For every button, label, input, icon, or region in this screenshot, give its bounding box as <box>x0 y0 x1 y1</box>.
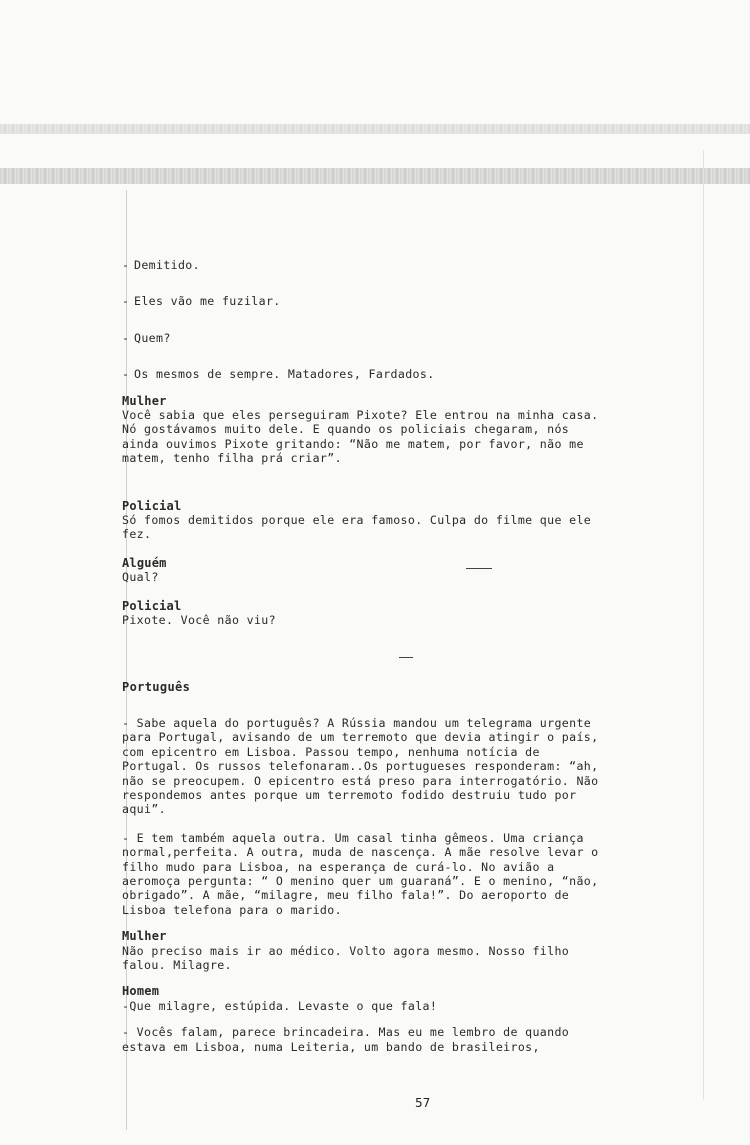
section-title: Português <box>122 679 191 694</box>
speech-block: Alguém Qual? <box>122 556 700 585</box>
speech-block: Mulher Não preciso mais ir ao médico. Volto agora mesmo. Nosso filho falou. Milagre. <box>122 929 700 972</box>
paragraph: - Sabe aquela do português? A Rússia mandou um telegrama urgente para Portugal, avisando de um terremoto que devia atingir o país, com epicentro em Lisboa. Passou tempo, nenhuma notícia de Portugal. Os russos telefonaram..Os portugueses responderam: “ah, não se preocupem. O epicentro está preso para interrogatório. Não respondemos antes porque um terremoto fodido destruiu tudo por aqui”. <box>122 715 599 817</box>
page-number: 57 <box>415 1096 431 1110</box>
dialogue-line: - Demitido. <box>122 258 200 272</box>
dialogue-line: - Os mesmos de sempre. Matadores, Fardados. <box>122 367 435 382</box>
margin-line <box>703 150 704 1100</box>
speaker-name: Homem <box>122 984 160 999</box>
speech-block: Policial Pixote. Você não viu? <box>122 599 700 628</box>
paragraph: - E tem também aquela outra. Um casal tinha gêmeos. Uma criança normal,perfeita. A outra, muda de nascença. A mãe resolve levar o filho mudo para Lisboa, na esperança de curá-lo. No avião a aeromoça pergunta: “ O menino quer um guaraná”. E o menino, “não, obrigado”. A mãe, “milagre, meu filho fala!”. Do aeroporto de Lisboa telefona para o marido. <box>122 830 599 917</box>
speaker-name: Mulher <box>122 929 167 944</box>
speaker-name: Policial <box>122 598 182 613</box>
document-body <box>122 258 700 1070</box>
speech-block: Homem -Que milagre, estúpida. Levaste o que fala! <box>122 984 700 1013</box>
dialogue-line: - Quem? <box>122 330 171 345</box>
dialogue-line: - Eles vão me fuzilar. <box>122 294 281 309</box>
scan-noise-band <box>0 168 750 184</box>
speaker-name: Policial <box>122 498 182 513</box>
speech-block: Policial Só fomos demitidos porque ele era famoso. Culpa do filme que ele fez. <box>122 499 700 542</box>
paragraph: - Vocês falam, parece brincadeira. Mas eu me lembro de quando estava em Lisboa, numa Leiteria, um bando de brasileiros, <box>122 1025 570 1054</box>
speech-block: Mulher Você sabia que eles perseguiram Pixote? Ele entrou na minha casa. Nó gostávamos muito dele. E quando os policiais chegaram, nós ainda ouvimos Pixote gritando: “Não me matem, por favor, não me matem, tenho filha prá criar”. <box>122 394 700 466</box>
scan-noise-band <box>0 124 750 134</box>
speaker-name: Mulher <box>122 393 167 408</box>
speaker-name: Alguém <box>122 555 167 570</box>
